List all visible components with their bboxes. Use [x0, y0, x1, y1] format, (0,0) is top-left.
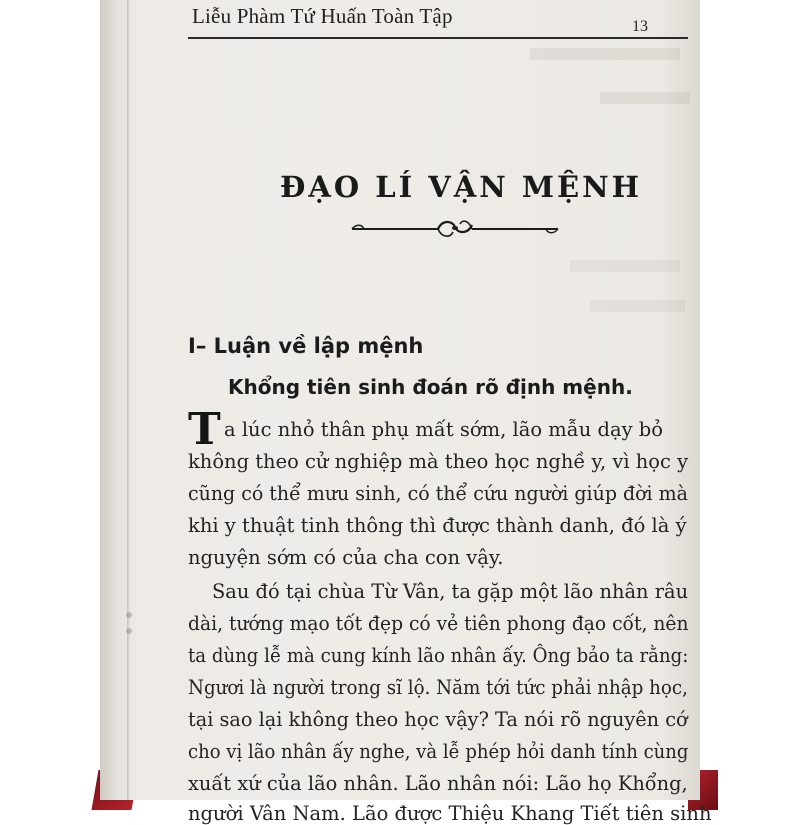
paragraph-line: không theo cử nghiệp mà theo học nghề y, vì học y — [188, 450, 689, 473]
header-rule — [188, 37, 688, 39]
running-header-title: Liễu Phàm Tứ Huấn Toàn Tập — [192, 4, 453, 28]
subsection-heading: Khổng tiên sinh đoán rõ định mệnh. — [228, 375, 633, 399]
paragraph-line: Ngươi là người trong sĩ lộ. Năm tới tức phải nhập học, — [188, 676, 688, 699]
paragraph-line: a lúc nhỏ thân phụ mất sớm, lão mẫu dạy bỏ — [224, 418, 664, 441]
scroll-flourish-icon — [350, 216, 560, 242]
paragraph-line: cho vị lão nhân ấy nghe, và lễ phép hỏi danh tính cùng — [188, 740, 689, 763]
book-page — [100, 0, 712, 825]
show-through-text — [570, 260, 680, 272]
page-spine-shadow — [127, 0, 130, 800]
paragraph-line: tại sao lại không theo học vậy? Ta nói rõ nguyên cớ — [188, 708, 688, 731]
show-through-text — [530, 48, 680, 60]
binding-mark — [126, 628, 132, 634]
show-through-text — [590, 300, 685, 312]
paragraph-line: khi y thuật tinh thông thì được thành danh, đó là ý — [188, 514, 687, 537]
paragraph-line: nguyện sớm có của cha con vậy. — [188, 546, 504, 569]
paragraph-line: dài, tướng mạo tốt đẹp có vẻ tiên phong đạo cốt, nên — [188, 612, 689, 635]
drop-cap-letter: T — [188, 404, 221, 455]
binding-mark — [126, 612, 132, 618]
paragraph-line: người Vân Nam. Lão được Thiệu Khang Tiết tiên sinh — [188, 802, 712, 825]
paragraph-line: Sau đó tại chùa Từ Vân, ta gặp một lão nhân râu — [212, 580, 689, 603]
paragraph-line: ta dùng lễ mà cung kính lão nhân ấy. Ông bảo ta rằng: — [188, 644, 689, 667]
paragraph-line: cũng có thể mưu sinh, có thể cứu người giúp đời mà — [188, 482, 688, 505]
page-number: 13 — [632, 18, 648, 35]
show-through-text — [600, 92, 690, 104]
section-heading: I– Luận về lập mệnh — [188, 334, 424, 358]
chapter-title: ĐẠO LÍ VẬN MỆNH — [280, 170, 642, 204]
paragraph-line: xuất xứ của lão nhân. Lão nhân nói: Lão họ Khổng, — [188, 772, 688, 795]
